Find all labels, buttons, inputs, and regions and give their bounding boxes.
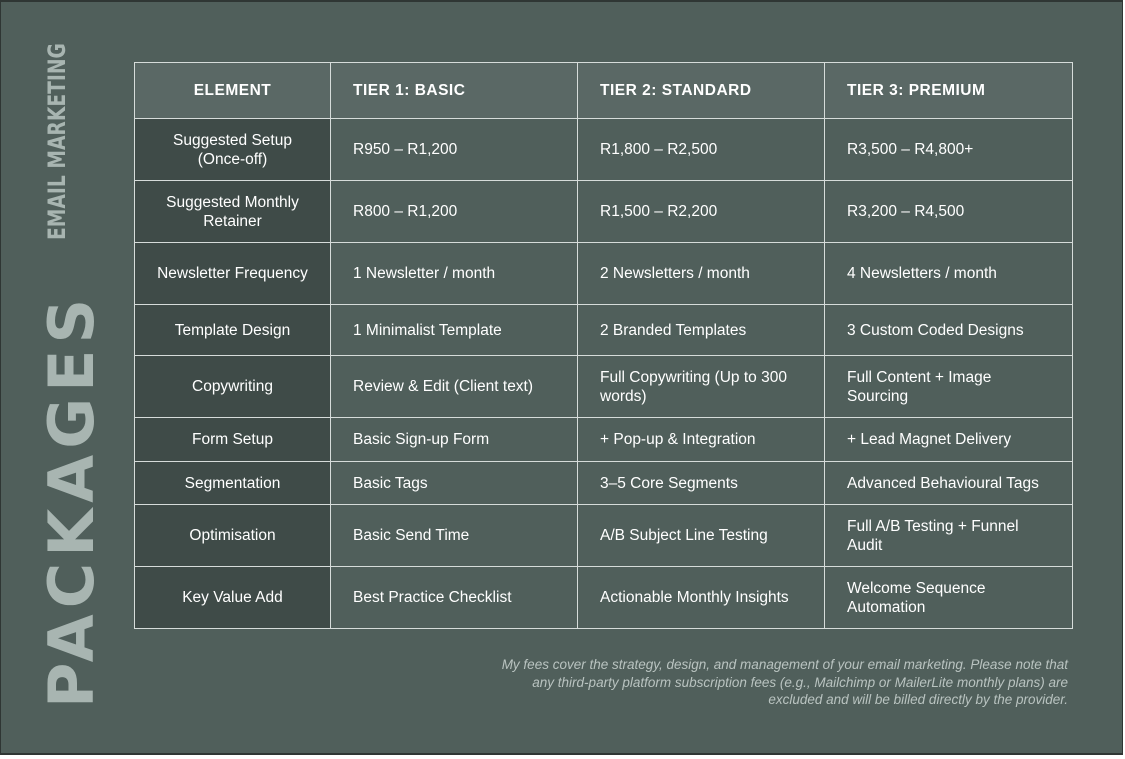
section-title: PACKAGES bbox=[35, 292, 108, 708]
table-row bbox=[135, 505, 1073, 567]
cell-tier-2: 2 Branded Templates bbox=[578, 305, 825, 356]
header-row bbox=[135, 63, 1073, 119]
row-label: Segmentation bbox=[135, 462, 331, 505]
cell-tier-3: Full Content + Image Sourcing bbox=[825, 356, 1073, 418]
cell-tier-3: + Lead Magnet Delivery bbox=[825, 418, 1073, 462]
row-label: Suggested Monthly Retainer bbox=[135, 181, 331, 243]
cell-tier-1: Basic Send Time bbox=[331, 505, 578, 567]
cell-tier-1: R950 – R1,200 bbox=[331, 119, 578, 181]
cell-tier-2: Full Copywriting (Up to 300 words) bbox=[578, 356, 825, 418]
cell-tier-1: Basic Tags bbox=[331, 462, 578, 505]
cell-tier-2: 2 Newsletters / month bbox=[578, 243, 825, 305]
row-label: Key Value Add bbox=[135, 567, 331, 629]
table-row bbox=[135, 418, 1073, 462]
row-label: Newsletter Frequency bbox=[135, 243, 331, 305]
cell-tier-2: A/B Subject Line Testing bbox=[578, 505, 825, 567]
cell-tier-1: 1 Minimalist Template bbox=[331, 305, 578, 356]
table-row bbox=[135, 462, 1073, 505]
header-tier-3: TIER 3: PREMIUM bbox=[825, 63, 1073, 119]
header-tier-1: TIER 1: BASIC bbox=[331, 63, 578, 119]
header-tier-2: TIER 2: STANDARD bbox=[578, 63, 825, 119]
cell-tier-3: Welcome Sequence Automation bbox=[825, 567, 1073, 629]
cell-tier-3: Advanced Behavioural Tags bbox=[825, 462, 1073, 505]
row-label: Form Setup bbox=[135, 418, 331, 462]
table-row bbox=[135, 119, 1073, 181]
table-row bbox=[135, 243, 1073, 305]
table-row bbox=[135, 567, 1073, 629]
cell-tier-1: 1 Newsletter / month bbox=[331, 243, 578, 305]
section-subtitle: EMAIL MARKETING bbox=[43, 43, 71, 240]
fees-disclaimer: My fees cover the strategy, design, and management of your email marketing. Please note that any third-party platform subscription fees (e.g., Mailchimp or MailerLite monthly plans) are excluded and will be billed directly by the provider. bbox=[501, 657, 1068, 707]
cell-tier-3: Full A/B Testing + Funnel Audit bbox=[825, 505, 1073, 567]
cell-tier-2: + Pop-up & Integration bbox=[578, 418, 825, 462]
cell-tier-3: R3,500 – R4,800+ bbox=[825, 119, 1073, 181]
cell-tier-1: Review & Edit (Client text) bbox=[331, 356, 578, 418]
row-label: Template Design bbox=[135, 305, 331, 356]
cell-tier-2: Actionable Monthly Insights bbox=[578, 567, 825, 629]
cell-tier-2: R1,500 – R2,200 bbox=[578, 181, 825, 243]
cell-tier-3: 4 Newsletters / month bbox=[825, 243, 1073, 305]
row-label: Copywriting bbox=[135, 356, 331, 418]
cell-tier-1: Best Practice Checklist bbox=[331, 567, 578, 629]
table-row bbox=[135, 305, 1073, 356]
cell-tier-2: 3–5 Core Segments bbox=[578, 462, 825, 505]
cell-tier-3: R3,200 – R4,500 bbox=[825, 181, 1073, 243]
table-row bbox=[135, 356, 1073, 418]
header-element: ELEMENT bbox=[135, 63, 331, 119]
cell-tier-1: R800 – R1,200 bbox=[331, 181, 578, 243]
table-row bbox=[135, 181, 1073, 243]
cell-tier-3: 3 Custom Coded Designs bbox=[825, 305, 1073, 356]
cell-tier-1: Basic Sign-up Form bbox=[331, 418, 578, 462]
row-label: Suggested Setup (Once-off) bbox=[135, 119, 331, 181]
pricing-table bbox=[134, 62, 1073, 629]
cell-tier-2: R1,800 – R2,500 bbox=[578, 119, 825, 181]
row-label: Optimisation bbox=[135, 505, 331, 567]
